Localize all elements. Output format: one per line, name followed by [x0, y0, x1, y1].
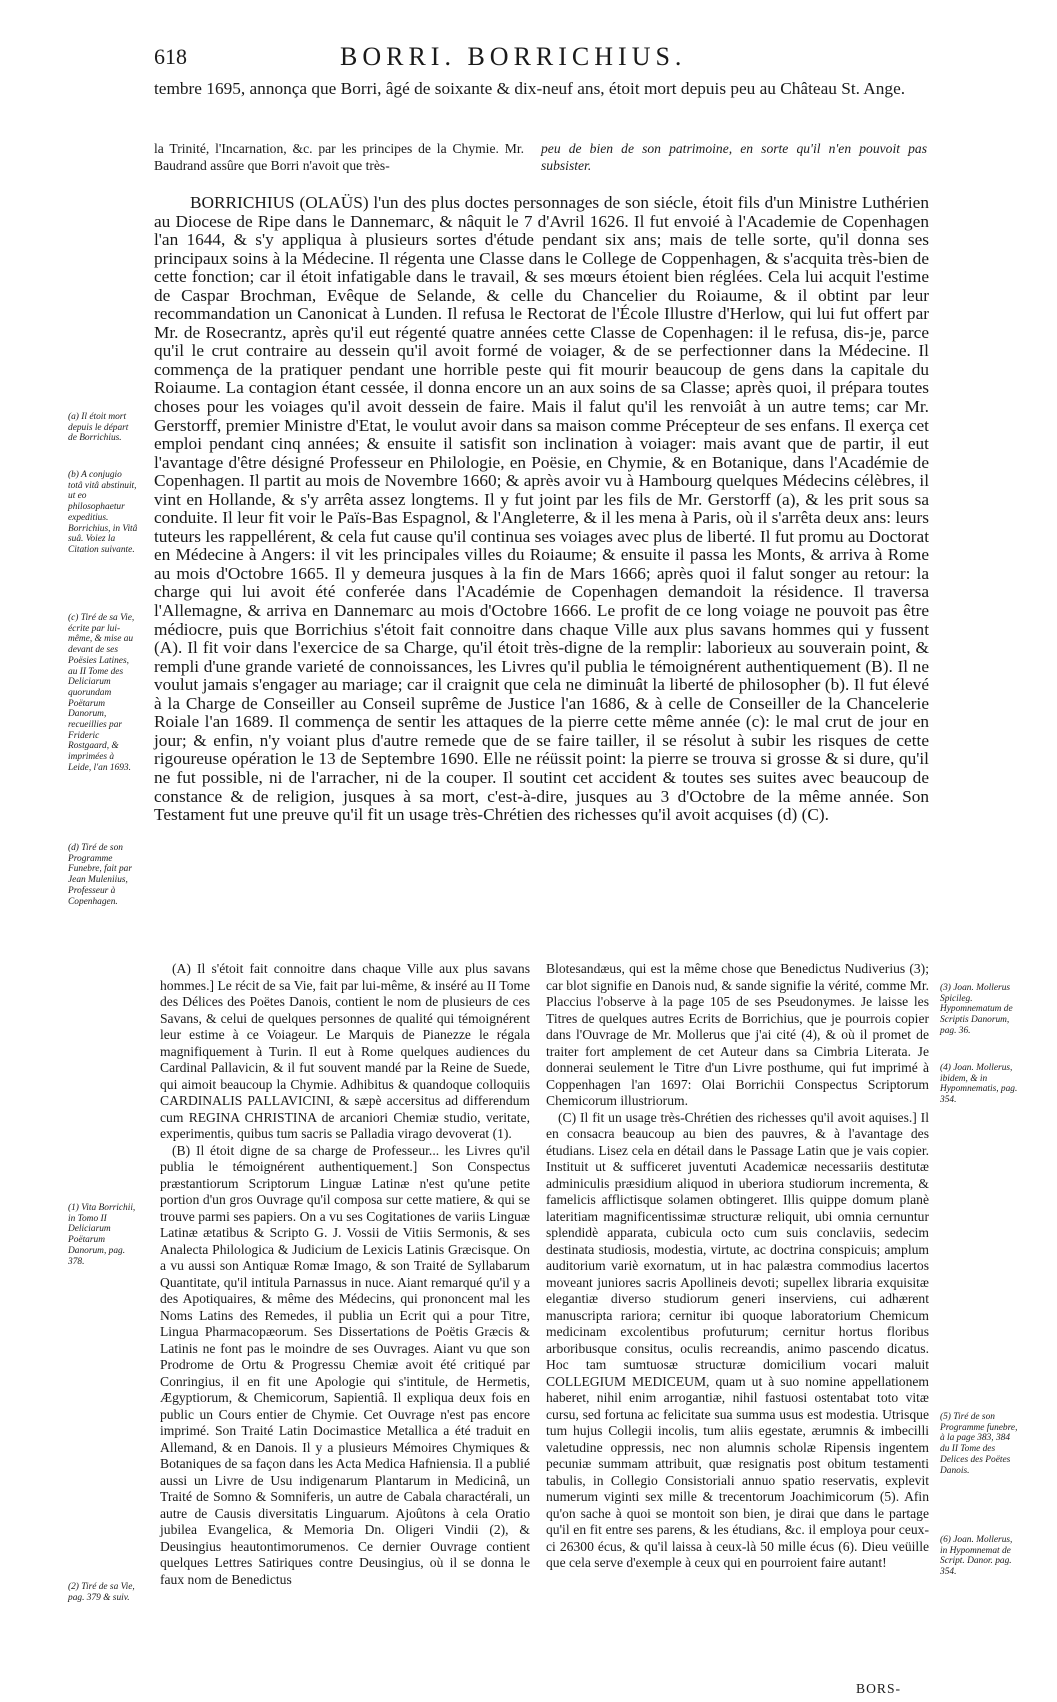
article-borrichius: BORRICHIUS (OLAÜS) l'un des plus doctes personnages de son siécle, étoit fils d'un Ministre Luthérien au Diocese de Ripe dans le Dannemarc, & nâquit le 7 d'Avril 1626. Il fut envoié à l'Academie de Copenhagen l'an 1644, & s'y appliqua à plusieurs sortes d'étude pendant six ans; mais de telle sorte, qu'il donna ses principaux soins à la Médecine. Il régenta une Classe dans le College de Coppenhagen, & s'acquita très-bien de cette fonction; car il étoit infatigable dans le travail, & ses mœurs étoient bien réglées. Cela lui acquit l'estime de Caspar Brochman, Evêque de Selande, & celle du Chancelier du Roiaume, & il obtint par leur recommandation un Canonicat à Lunden. Il refusa le Rectorat de l'École Illustre d'Herlow, qui lui fut offert par Mr. de Rosecrantz, après qu'il eut régenté quatre années cette Classe de Copenhagen: il le refusa, dis-je, parce qu'il le crut contraire au dessein qu'il avoit formé de voiager, & de se perfectionner dans la Médecine. Il commença de la pratiquer pendant une horrible peste qui fit mourir beaucoup de gens dans la capitale du Roiaume. La contagion étant cessée, il donna encore un an aux soins de sa Classe; après quoi, il prépara toutes choses pour les voiages qu'il avoit dessein de faire. Mais il falut qu'il les renvoiât à un autre tems; car Mr. Gerstorff, premier Ministre d'Etat, le voulut avoir dans sa maison comme Précepteur de ses enfans. Il exerça cet emploi pendant cinq années; & ensuite il satisfit son inclination à voiager: mais avant que de partir, il eut l'avantage d'être désigné Professeur en Philologie, en Poësie, en Chymie, & en Botanique, dans l'Académie de Copenhagen. Il partit au mois de Novembre 1660; & après avoir vu à Hambourg quelques Médecins célèbres, il vint en Hollande, & s'y arrêta assez longtems. Il y fut joint par les fils de Mr. Gerstorff (a), & les prit sous sa conduite. Il leur fit voir le Païs-Bas Espagnol, & l'Angleterre, & il les mena à Paris, où il s'arrêta deux ans: leurs tuteurs les rappellérent, & cela fut cause qu'il continua ses voiages avec plus de liberté. Il fut promu au Doctorat en Médecine à Angers: il vit les principales villes du Roiaume; & ensuite il passa les Monts, & arriva à Rome au mois d'Octobre 1665. Il y demeura jusques à la fin de Mars 1666; après quoi il falut songer au retour: la charge qui lui avoit été conferée dans l'Académie de Copenhagen demandoit la résidence. Il traversa l'Allemagne, & arriva en Dannemarc au mois d'Octobre 1666. Le profit de ce long voiage ne pouvoit pas être médiocre, puis que Borrichius s'étoit fait connoitre dans chaque Ville aux plus savans hommes qui y fussent (A). Il fit voir dans l'exercice de sa Charge, qu'il étoit très-digne de la remplir: laborieux au souverain point, & rempli d'une grande varieté de connoissances, les Livres qu'il publia le témoignérent authentiquement (B). Il ne voulut jamais s'engager au mariage; car il craignit que cela ne diminuât la liberté de philosopher (b). Il fut élevé à la Charge de Conseiller au Conseil suprême de Justice l'an 1686, & à celle de Conseiller de la Chancelerie Roiale l'an 1689. Il commença de sentir les attaques de la pierre cette même année (c): le mal crut de jour en jour; & enfin, n'y voiant plus d'autre remede que de se faire tailler, il se résolut à subir les risques de cette rigoureuse opération le 13 de Septembre 1690. Elle ne réüssit point: la pierre se trouva si grosse & si dure, qu'il ne fut possible, ni de l'arracher, ni de la couper. Il soutint cet accident & toutes ses suites avec beaucoup de constance & de religion, jusques à sa mort, c'est-à-dire, jusques au 3 d'Octobre de la même année. Son Testament fut une preuve qu'il fit un usage très-Chrétien des richesses qu'il avoit acquises (d) (C).	[154, 193, 929, 825]
margin-note-1: (1) Vita Borrichii, in Tomo II Deliciarum Poëtarum Danorum, pag. 378.	[68, 1203, 136, 1267]
margin-note-b: (b) A conjugio totâ vitâ abstinuit, ut eo philosophaetur expeditius. Borrichius, in Vitâ suâ. Voiez la Citation suivante.	[68, 470, 138, 555]
remarks-right-column	[546, 961, 929, 1572]
margin-note-a: (a) Il étoit mort depuis le départ de Borrichius.	[68, 412, 129, 444]
margin-note-5: (5) Tiré de son Programme funebre, à la page 383, 384 du II Tome des Delices des Poëtes Danois.	[940, 1412, 1018, 1476]
remark-a: (A) Il s'étoit fait connoitre dans chaque Ville aux plus savans hommes.] Le récit de sa Vie, fait par lui-même, & inséré au II Tome des Délices des Poëtes Danois, contient le nom de plusieurs de ces Savans, & celui de quelques personnes de qualité qui témoignérent leur estime à ce Voiageur. Le Marquis de Pianezze le régala magnifiquement à Turin. Il eut à Rome quelques audiences du Cardinal Pallavicin, & il fut souvent mandé par la Reine de Suede, qui aimoit beaucoup la Chymie. Adhibitus & quandoque colloquiis CARDINALIS PALLAVICINI, & sæpè accersitus ad differendum cum REGINA CHRISTINA de arcaniori Chemiæ studio, veritate, experimentis, quibus tum sacris se Palladia virago devoverat (1).	[160, 961, 530, 1141]
remark-b: (B) Il étoit digne de sa charge de Professeur... les Livres qu'il publia le témoignérent authentiquement.] Son Conspectus præstantiorum Scriptorum Linguæ Latinæ n'est qu'une petite portion d'un gros Ouvrage qu'il composa sur cette matiere, & qui se trouve parmi ses papiers. On a vu ses Cogitationes de variis Linguæ Latinæ ætatibus & Scripto G. J. Vossii de Vitiis Sermonis, & ses Analecta Philologica & Judicium de Lexicis Latinis Græcisque. On a vu aussi son Antiquæ Romæ Imago, & son Traité de Syllabarum Quantitate, qu'il intitula Parnassus in nuce. Aiant remarqué qu'il y a des Apotiquaires, & même des Médecins, qui prononcent mal les Noms Latins des Remedes, il publia un Ecrit qui a pour Titre, Lingua Pharmacopæorum. Ses Dissertations de Poëtis Græcis & Latinis ne font pas le moindre de ses Ouvrages. Aiant vu que son Prodrome de Ortu & Progressu Chemiæ avoit été critiqué par Conringius, il en fit une Apologie qui s'intitule, de Hermetis, Ægyptiorum, & Chemicorum, Sapientiâ. Il expliqua deux fois en public un Cours entier de Chymie. Cet Ouvrage n'est pas encore imprimé. Son Traité Latin Docimastice Metallica a été traduit en Allemand, & en Danois. Il y a plusieurs Mémoires Chymiques & Botaniques de sa façon dans les Acta Medica Hafniensia. Il a publié aussi un Livre de Usu indigenarum Plantarum in Medicinâ, un Traité de Somno & Somniferis, un autre de Cabala charactérali, un autre de Causis diversitatis Linguarum. Ajoûtons à cela Oratio jubilea Evangelica, & Memoria Dn. Oligeri Vindii (2), & Deusingius heautontimorumenos. Ce dernier Ouvrage contient quelques Lettres Satiriques contre Deusingius, où il se donna le faux nom de Benedictus	[160, 1142, 530, 1587]
remarks-left-column	[160, 961, 530, 1588]
remark-b-continued: Blotesandæus, qui est la même chose que Benedictus Nudiverius (3); car blot signifie en Danois nud, & sande signifie la vérité, comme Mr. Placcius l'observe à la page 105 de ses Pseudonymes. Je laisse les Titres de quelques autres Ecrits de Borrichius, que je pourrois copier dans l'Ouvrage de Mr. Mollerus que j'ai cité (4), & où il promet de traiter fort amplement de cet Auteur dans sa Cimbria Literata. Je donnerai seulement le Titre d'un Livre posthume, qui fut imprimé à Coppenhagen l'an 1697: Olai Borrichii Conspectus Scriptorum Chemicorum illustriorum.	[546, 961, 929, 1108]
catchword: BORS-	[856, 1681, 902, 1696]
continued-footnote-left: la Trinité, l'Incarnation, &c. par les principes de la Chymie. Mr. Baudrand assûre que Borri n'avoit que très-	[154, 141, 524, 173]
margin-note-3: (3) Joan. Mollerus Spicileg. Hypomnematum de Scriptis Danorum, pag. 36.	[940, 983, 1013, 1036]
continued-text: tembre 1695, annonça que Borri, âgé de soixante & dix-neuf ans, étoit mort depuis peu au Château St. Ange.	[154, 79, 906, 98]
page-number: 618	[154, 44, 187, 69]
margin-note-d: (d) Tiré de son Programme Funebre, fait par Jean Muleniius, Professeur à Copenhagen.	[68, 843, 132, 907]
running-head: BORRI. BORRICHIUS.	[340, 42, 687, 71]
margin-note-6: (6) Joan. Mollerus, in Hypomnemat de Script. Danor. pag. 354.	[940, 1535, 1013, 1578]
margin-note-c: (c) Tiré de sa Vie, écrite par lui-même, & mise au devant de ses Poësies Latines, au II Tome des Deliciarum quorundam Poëtarum Danorum, recueillies par Frideric Rostgaard, & imprimées à Leide, l'an 1693.	[68, 613, 135, 773]
remark-c: (C) Il fit un usage très-Chrétien des richesses qu'il avoit aquises.] Il en consacra beaucoup au bien des pauvres, & à l'avantage des étudians. Lisez cela en détail dans le Passage Latin que je vais copier. Instituit ut & sufficeret juventuti Academicæ necessariis destitutæ adminiculis præsidium aliquod in uberiora studiorum incrementa, & famelicis afflictisque solamen obtingeret. Illis quippe domum planè lateritiam magnificentissimæ structuræ reliquit, ubi omnia cernuntur splendidè apparata, cubicula octo cum suis conclaviis, sedecim destinata studiosis, modestia, virtute, ac doctrina conspicuis; amplum auditorium variè exornatum, ut in hac palæstra commodius lacertos moveant juniores sacris Apollineis devoti; supellex libraria exquisitæ elegantiæ diverso studiorum generi inserviens, cui adhærent manuscripta rariora; cernitur ibi quoque laboratorium Chemicum medicinam excolentibus profuturum; cernitur hortus floribus arboribusque consitus, oculis recreandis, animo pascendo dicatus. Hoc tam sumtuosæ structuræ domicilium vocari maluit COLLEGIUM MEDICEUM, quam ut à suo nomine appellationem haberet, nihil enim arrogantiæ, nihil fastuosi ostentabat toto vitæ cursu, sed fortuna ac felicitate sua summa usus est modestia. Utrisque tum hujus Collegii incolis, tum aliis egestate, ærumnis & imbecilli valetudine oppressis, nec non alumnis scholæ Ripensis ingentem pecuniæ summam attribuit, quæ resignatis post obitum testamenti tabulis, in Collegio Consistoriali annuo spatio reservatis, explevit numerum viginti sex mille & trecentorum Joachimicorum (5). Afin qu'on sache à quoi se montoit son bien, je dirai que dans le partage qu'il en fit entre ses parens, & les étudians, &c. il employa pour ceux-ci 26300 écus, & qu'il laissa à ceux-là 50 mille écus (6). Dieu veüille que cela serve d'exemple à ceux qui en pourroient faire autant!	[546, 1109, 929, 1570]
continued-footnote-right: peu de bien de son patrimoine, en sorte qu'il n'en pouvoit pas subsister.	[541, 141, 927, 173]
margin-note-2: (2) Tiré de sa Vie, pag. 379 & suiv.	[68, 1582, 135, 1603]
margin-note-4: (4) Joan. Mollerus, ibidem, & in Hypomnematis, pag. 354.	[940, 1063, 1018, 1106]
